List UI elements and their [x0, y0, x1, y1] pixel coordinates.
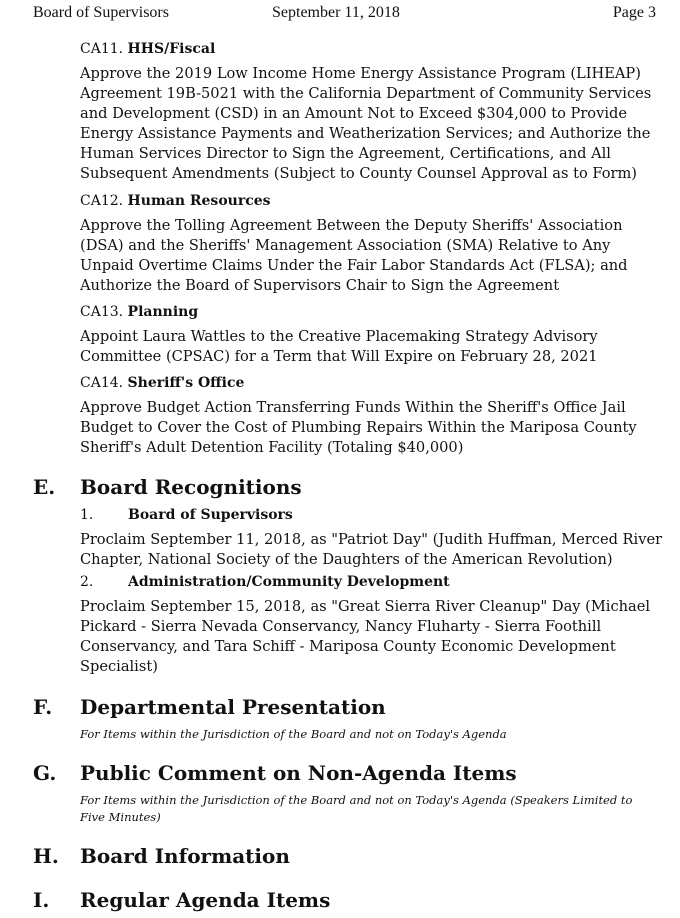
recognition-heading-2	[80, 574, 450, 590]
recognition-text-1: Proclaim September 11, 2018, as "Patriot Day" (Judith Huffman, Merced River Chapter, National Society of the Daughters of the American Revolution)	[80, 531, 663, 568]
item-description: Approve the Tolling Agreement Between the Deputy Sheriffs' Association (DSA) and the Sheriffs' Management Association (SMA) Relative to Any Unpaid Overtime Claims Under the Fair Labor Standards Act (FLSA); and Authorize the Board of Supervisors Chair to Sign the Agreement	[80, 217, 628, 294]
recognition-number: 2.	[80, 574, 94, 590]
consent-item-ca13	[80, 303, 660, 367]
item-category: HHS/Fiscal	[127, 41, 216, 57]
section-title: Public Comment on Non-Agenda Items	[80, 761, 517, 785]
section-title: Regular Agenda Items	[80, 888, 331, 912]
section-letter: H.	[33, 844, 59, 868]
section-letter: F.	[33, 695, 53, 719]
section-note: For Items within the Jurisdiction of the Board and not on Today's Agenda (Speakers Limited to Five Minutes)	[80, 793, 633, 824]
item-category: Human Resources	[127, 193, 271, 209]
item-number: CA12.	[80, 193, 124, 209]
recognition-text-2: Proclaim September 15, 2018, as "Great Sierra River Cleanup" Day (Michael Pickard - Sierra Nevada Conservancy, Nancy Fluharty - Sierra Foothill Conservancy, and Tara Schiff - Mariposa County Economic Development Specialist)	[80, 598, 651, 675]
item-category: Planning	[127, 304, 199, 320]
item-description: Approve the 2019 Low Income Home Energy Assistance Program (LIHEAP) Agreement 19B-5021 with the California Department of Community Services and Development (CSD) in an Amount Not to Exceed $304,000 to Provide Energy Assistance Payments and Weatherization Services; and Authorize the Human Services Director to Sign the Agreement, Certifications, and All Subsequent Amendments (Subject to County Counsel Approval as to Form)	[80, 65, 652, 182]
recognition-title: Board of Supervisors	[128, 507, 293, 523]
recognition-title: Administration/Community Development	[128, 574, 450, 590]
section-letter: I.	[33, 888, 50, 912]
item-number: CA14.	[80, 375, 124, 391]
recognition-heading-1	[80, 507, 293, 523]
consent-item-ca11	[80, 40, 660, 184]
header-page-number: Page 3	[612, 4, 656, 21]
item-number: CA13.	[80, 304, 124, 320]
item-number: CA11.	[80, 41, 124, 57]
section-title: Departmental Presentation	[80, 695, 386, 719]
recognition-number: 1.	[80, 507, 94, 523]
header-board-name: Board of Supervisors	[33, 4, 169, 21]
section-letter: G.	[33, 761, 57, 785]
section-title: Board Information	[80, 844, 290, 868]
section-title: Board Recognitions	[80, 475, 302, 499]
consent-item-ca14	[80, 374, 660, 458]
page-header	[0, 0, 680, 26]
item-description: Approve Budget Action Transferring Funds Within the Sheriff's Office Jail Budget to Cover the Cost of Plumbing Repairs Within the Mariposa County Sheriff's Adult Detention Facility (Totaling $40,000)	[80, 399, 637, 456]
section-note: For Items within the Jurisdiction of the Board and not on Today's Agenda	[80, 727, 507, 741]
item-description: Appoint Laura Wattles to the Creative Placemaking Strategy Advisory Committee (CPSAC) for a Term that Will Expire on February 28, 2021	[80, 328, 598, 365]
item-category: Sheriff's Office	[127, 375, 245, 391]
header-date: September 11, 2018	[272, 4, 400, 21]
consent-item-ca12	[80, 192, 660, 296]
section-letter: E.	[33, 475, 56, 499]
